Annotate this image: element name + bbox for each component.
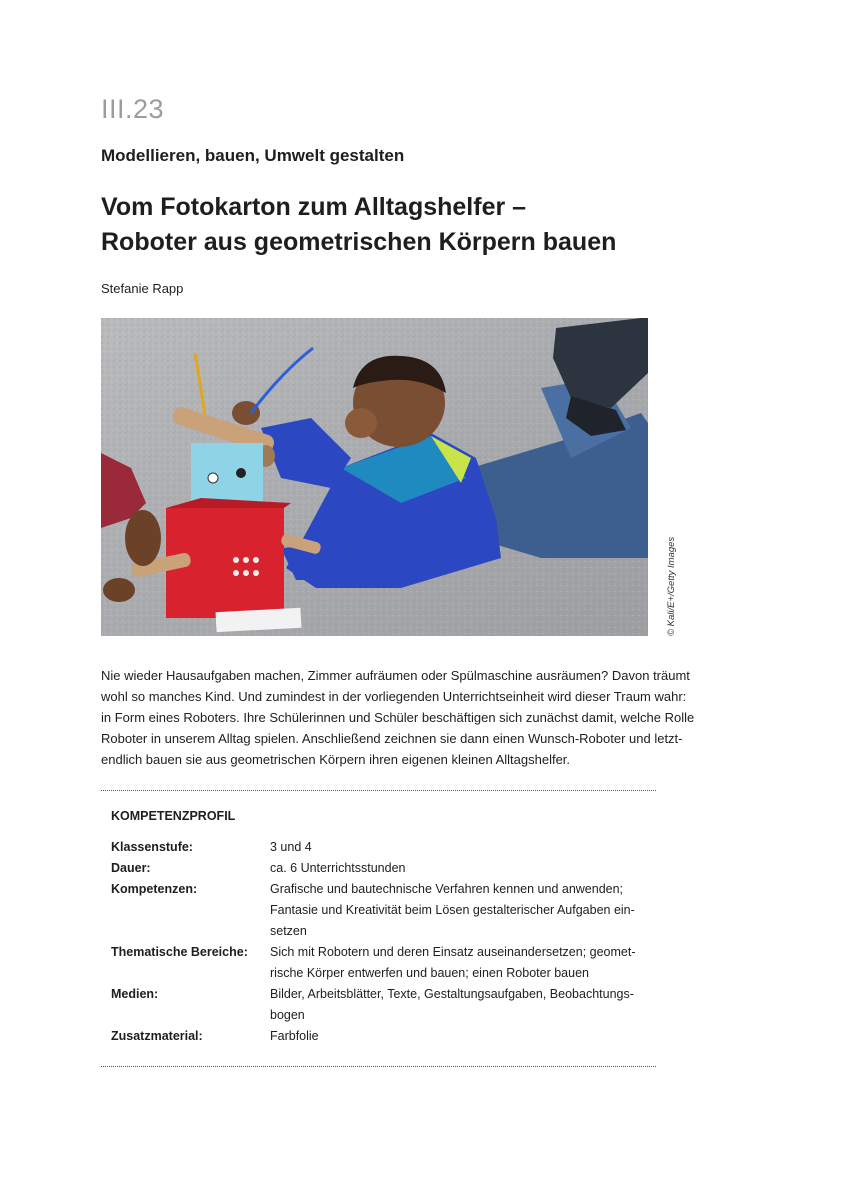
profile-value-line: Bilder, Arbeitsblätter, Texte, Gestaltungsaufgaben, Beobachtungs- (270, 987, 634, 1001)
intro-line: endlich bauen sie aus geometrischen Körpern ihren eigenen kleinen Alltagshelfer. (101, 752, 571, 767)
profile-row-topics (111, 942, 656, 984)
category-heading: Modellieren, bauen, Umwelt gestalten (101, 146, 405, 165)
profile-label: Dauer: (111, 861, 151, 875)
intro-line: Roboter in unserem Alltag spielen. Anschließend zeichnen sie dann einen Wunsch-Roboter und letzt- (101, 731, 683, 746)
profile-value-line: Grafische und bautechnische Verfahren kennen und anwenden; (270, 882, 624, 896)
profile-value-line: ca. 6 Unterrichtsstunden (270, 861, 406, 875)
divider-top (101, 790, 656, 791)
profile-value-line: Fantasie und Kreativität beim Lösen gestalterischer Aufgaben ein- (270, 903, 635, 917)
profile-row-duration (111, 858, 656, 879)
profile-value (270, 879, 635, 942)
profile-value-line: Sich mit Robotern und deren Einsatz auseinandersetzen; geomet- (270, 945, 636, 959)
intro-line: in Form eines Roboters. Ihre Schülerinnen und Schüler beschäftigen sich zunächst damit, welche Rolle (101, 710, 695, 725)
chapter-number: III.23 (101, 94, 165, 124)
profile-value (270, 858, 406, 879)
profile-value (270, 837, 312, 858)
profile-row-competences (111, 879, 656, 942)
profile-row-grade (111, 837, 656, 858)
competence-profile (111, 837, 656, 1047)
author-name: Stefanie Rapp (101, 281, 184, 296)
profile-value-line: rische Körper entwerfen und bauen; einen Roboter bauen (270, 966, 589, 980)
profile-value-line: setzen (270, 924, 307, 938)
profile-value (270, 984, 634, 1026)
intro-paragraph (101, 665, 695, 770)
profile-value-line: 3 und 4 (270, 840, 312, 854)
profile-label: Klassenstufe: (111, 840, 193, 854)
profile-value-line: bogen (270, 1008, 305, 1022)
photo-credit: © Kali/E+/Getty Images (666, 536, 677, 636)
profile-row-media (111, 984, 656, 1026)
profile-heading: KOMPETENZPROFIL (111, 809, 236, 823)
intro-line: Nie wieder Hausaufgaben machen, Zimmer aufräumen oder Spülmaschine ausräumen? Davon träumt (101, 668, 690, 683)
intro-line: wohl so manches Kind. Und zumindest in der vorliegenden Unterrichtseinheit wird dieser Traum wahr: (101, 689, 687, 704)
profile-label: Kompetenzen: (111, 882, 198, 896)
title-line: Roboter aus geometrischen Körpern bauen (101, 228, 617, 256)
profile-row-extra-material (111, 1026, 656, 1047)
divider-bottom (101, 1066, 656, 1067)
profile-label: Thematische Bereiche: (111, 945, 248, 959)
profile-value-line: Farbfolie (270, 1029, 319, 1043)
title-line: Vom Fotokarton zum Alltagshelfer – (101, 193, 527, 221)
profile-label: Medien: (111, 987, 159, 1001)
profile-value (270, 1026, 319, 1047)
photo-child-building-robot (101, 318, 648, 636)
profile-label: Zusatzmaterial: (111, 1029, 203, 1043)
photo-illustration (101, 318, 648, 636)
page-title (101, 190, 616, 260)
profile-value (270, 942, 636, 984)
